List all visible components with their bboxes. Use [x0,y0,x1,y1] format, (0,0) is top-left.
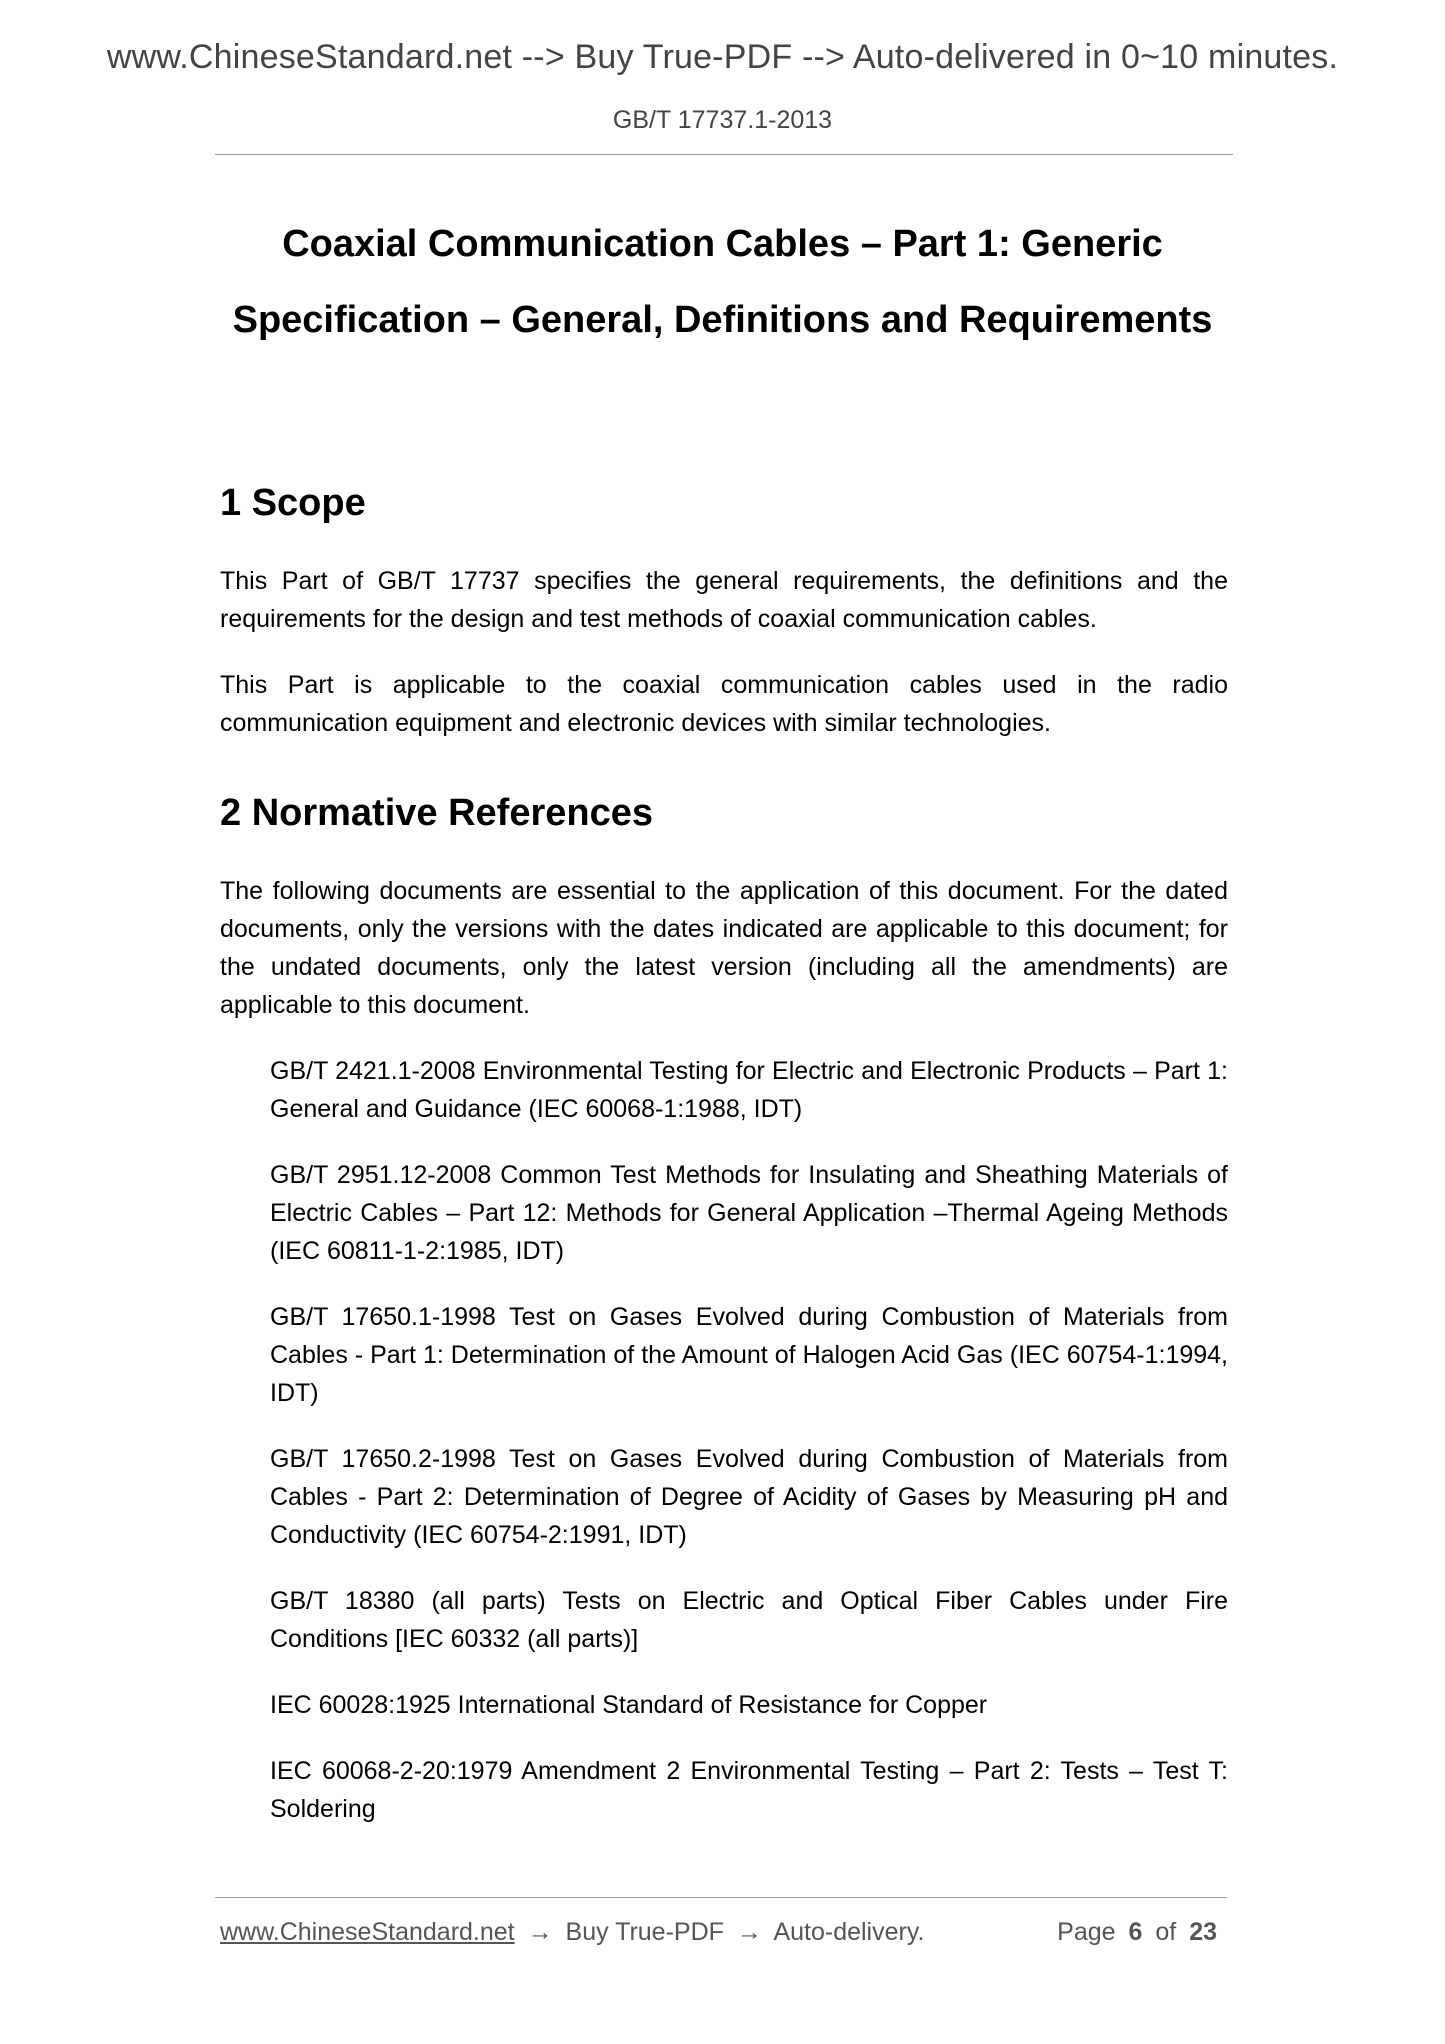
header-divider [215,154,1233,155]
section-heading-normative-references: 2 Normative References [220,792,653,834]
page-indicator [1057,1918,1223,1947]
top-banner[interactable]: www.ChineseStandard.net --> Buy True-PDF --> Auto-delivered in 0~10 minutes. [106,38,1339,76]
footer-divider [215,1897,1227,1898]
footer-buy-text: Buy True-PDF [565,1918,724,1946]
document-title-line-2: Specification – General, Definitions and Requirements [232,299,1213,341]
scope-paragraph: This Part is applicable to the coaxial communication cables used in the radio communication equipment and electronic devices with similar technologies. [220,671,1228,737]
page-number: 6 [1128,1918,1143,1946]
reference-item: IEC 60028:1925 International Standard of Resistance for Copper [270,1691,988,1719]
reference-item: GB/T 17650.2-1998 Test on Gases Evolved during Combustion of Materials from Cables - Part 2: Determination of Degree of Acidity of Gases by Measuring pH and Conductivity (IEC 60754-2:1991, IDT) [270,1445,1228,1549]
arrow-right-icon: → [527,1918,553,1946]
reference-item: IEC 60068-2-20:1979 Amendment 2 Environmental Testing – Part 2: Tests – Test T: Soldering [270,1757,1228,1823]
reference-item: GB/T 2951.12-2008 Common Test Methods for Insulating and Sheathing Materials of Electric Cables – Part 12: Methods for General Application –Thermal Ageing Methods (IEC 60811-1-2:1985, IDT) [270,1161,1228,1265]
of-label: of [1155,1918,1177,1946]
standard-code: GB/T 17737.1-2013 [612,106,833,134]
footer-promo [220,1918,924,1947]
document-title [150,206,1295,358]
document-title-line-1: Coaxial Communication Cables – Part 1: Generic [282,223,1163,265]
reference-list [220,1052,1228,1828]
section-heading-scope: 1 Scope [220,482,366,524]
references-intro-paragraph: The following documents are essential to the application of this document. For the dated documents, only the versions with the dates indicated are applicable to this document; for the undated documents, only the latest version (including all the amendments) are applicable to this document. [220,877,1228,1019]
reference-item: GB/T 17650.1-1998 Test on Gases Evolved during Combustion of Materials from Cables - Part 1: Determination of the Amount of Halogen Acid Gas (IEC 60754-1:1994, IDT) [270,1303,1228,1407]
scope-paragraph: This Part of GB/T 17737 specifies the general requirements, the definitions and the requirements for the design and test methods of coaxial communication cables. [220,567,1228,633]
reference-item: GB/T 18380 (all parts) Tests on Electric and Optical Fiber Cables under Fire Conditions [IEC 60332 (all parts)] [270,1587,1228,1653]
arrow-right-icon: → [736,1918,762,1946]
footer-delivery-text: Auto-delivery. [773,1918,925,1946]
document-body [220,480,1228,1856]
reference-item: GB/T 2421.1-2008 Environmental Testing for Electric and Electronic Products – Part 1: General and Guidance (IEC 60068-1:1988, IDT) [270,1057,1228,1123]
page-total: 23 [1189,1918,1217,1946]
footer-website-link[interactable]: www.ChineseStandard.net [220,1918,515,1946]
page-label: Page [1057,1918,1116,1946]
